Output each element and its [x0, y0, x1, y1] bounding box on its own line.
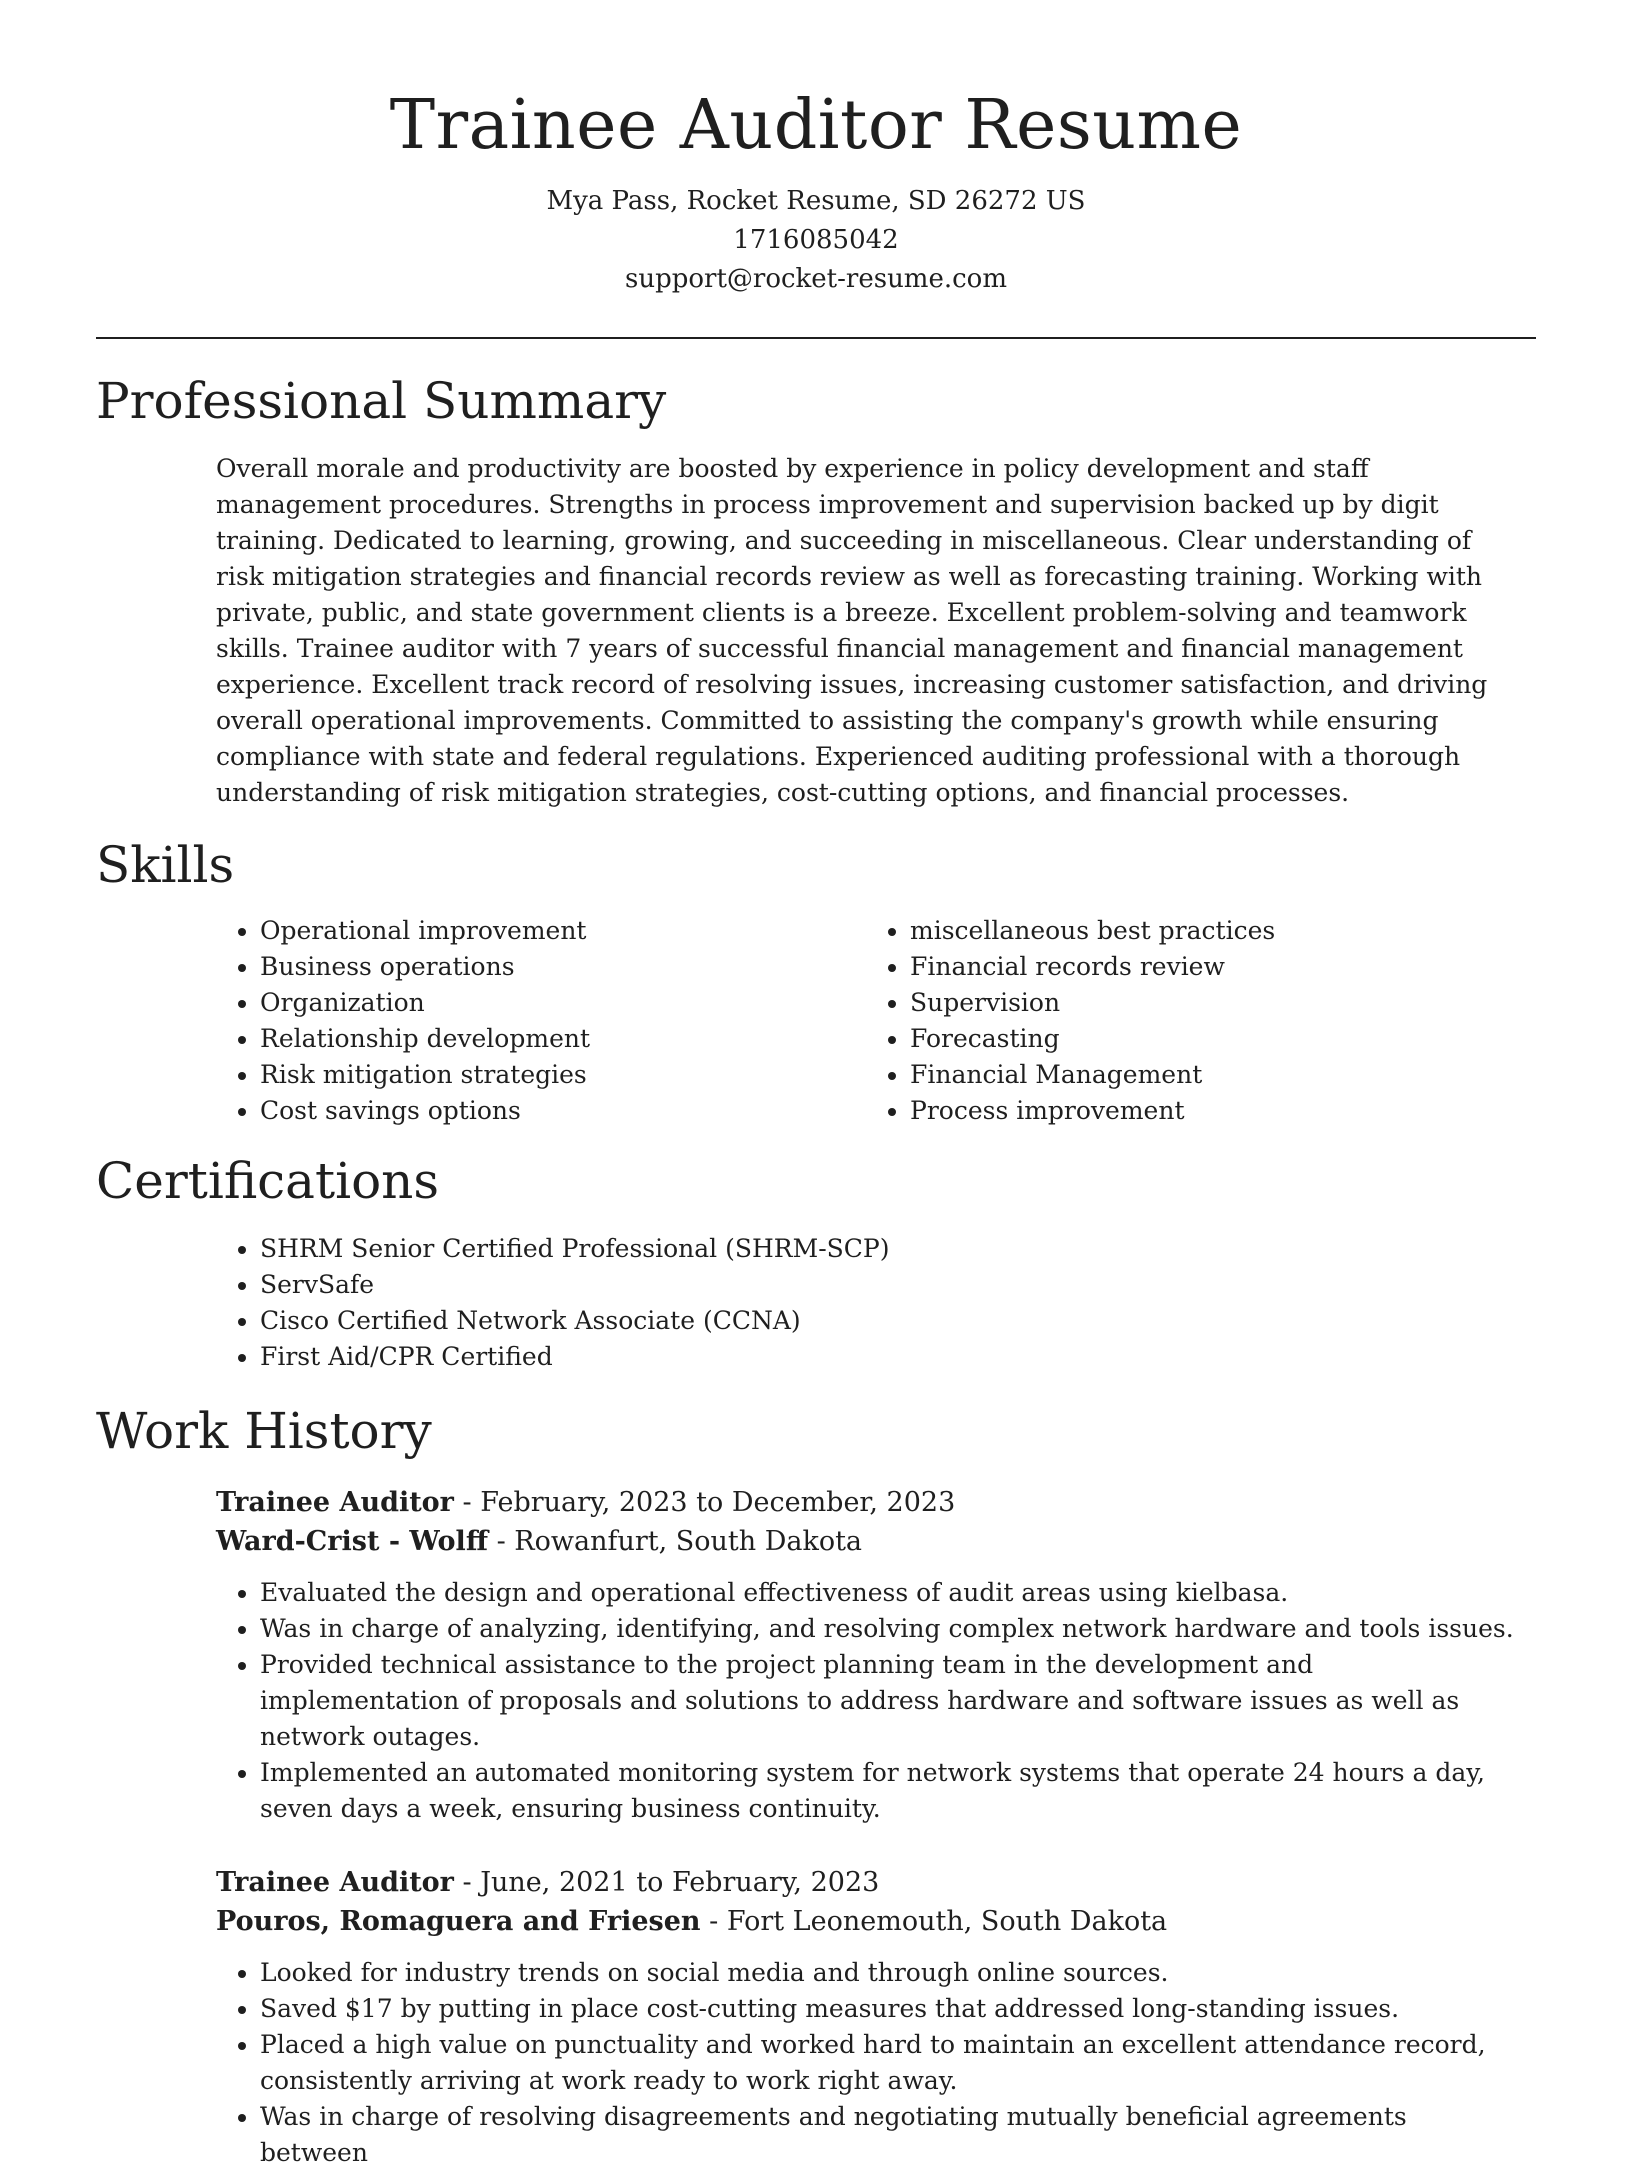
certification-item: • ServSafe: [260, 1267, 1516, 1303]
skill-item: • Forecasting: [910, 1021, 1516, 1057]
skill-item: • Risk mitigation strategies: [260, 1057, 866, 1093]
job-entry: [216, 1483, 1516, 1827]
job-company: Ward-Crist - Wolff: [216, 1526, 488, 1557]
skill-item: • Supervision: [910, 985, 1516, 1021]
job-bullet: • Evaluated the design and operational effectiveness of audit areas using kielbasa.: [260, 1575, 1516, 1611]
certification-item: • SHRM Senior Certified Professional (SHRM-SCP): [260, 1231, 1516, 1267]
contact-block: [96, 182, 1536, 299]
job-bullet: • Was in charge of resolving disagreements and negotiating mutually beneficial agreements between: [260, 2099, 1516, 2171]
resume-page: [96, 0, 1536, 2171]
job-entry: [216, 1863, 1516, 2171]
skill-item: • Organization: [260, 985, 866, 1021]
job-dates: - June, 2021 to February, 2023: [453, 1867, 880, 1898]
contact-address: Mya Pass, Rocket Resume, SD 26272 US: [546, 186, 1086, 216]
job-title-line: [216, 1483, 1516, 1522]
resume-header: [96, 0, 1536, 299]
job-title-line: [216, 1863, 1516, 1902]
job-bullet: • Saved $17 by putting in place cost-cutting measures that addressed long-standing issues.: [260, 1991, 1516, 2027]
skill-item: • Financial records review: [910, 949, 1516, 985]
job-bullets: [216, 1575, 1516, 1827]
job-location: - Rowanfurt, South Dakota: [487, 1526, 863, 1557]
job-company: Pouros, Romaguera and Friesen: [216, 1906, 701, 1937]
contact-email: support@rocket-resume.com: [624, 264, 1007, 294]
skills-column-right: [866, 913, 1516, 1129]
skills-list: [216, 913, 1516, 1129]
job-role: Trainee Auditor: [216, 1487, 454, 1518]
work-history-heading: Work History: [96, 1402, 432, 1460]
skills-heading: Skills: [96, 836, 235, 894]
certification-item: • Cisco Certified Network Associate (CCNA): [260, 1303, 1516, 1339]
job-bullet: • Implemented an automated monitoring system for network systems that operate 24 hours a day, seven days a week, ensuring business continuity.: [260, 1755, 1516, 1827]
skill-item: • Operational improvement: [260, 913, 866, 949]
job-bullet: • Was in charge of analyzing, identifying, and resolving complex network hardware and tools issues.: [260, 1611, 1516, 1647]
skill-item: • Business operations: [260, 949, 866, 985]
summary-text: Overall morale and productivity are boosted by experience in policy development and staff management procedures. Strengths in process improvement and supervision backed up by digit training. Dedicated to learning, growing, and succeeding in miscellaneous. Clear understanding of risk mitigation strategies and financial records review as well as forecasting training. Working with private, public, and state government clients is a breeze. Excellent problem-solving and teamwork skills. Trainee auditor with 7 years of successful financial management and financial management experience. Excellent track record of resolving issues, increasing customer satisfaction, and driving overall operational improvements. Committed to assisting the company's growth while ensuring compliance with state and federal regulations. Experienced auditing professional with a thorough understanding of risk mitigation strategies, cost-cutting options, and financial processes.: [216, 454, 1488, 807]
certifications-list: [216, 1231, 1516, 1375]
skill-item: • Process improvement: [910, 1093, 1516, 1129]
resume-title: Trainee Auditor Resume: [389, 86, 1243, 165]
skill-item: • Financial Management: [910, 1057, 1516, 1093]
summary-heading: Professional Summary: [96, 372, 667, 430]
job-bullet: • Provided technical assistance to the project planning team in the development and implementation of proposals and solutions to address hardware and software issues as well as network outages.: [260, 1647, 1516, 1755]
job-bullet: • Looked for industry trends on social media and through online sources.: [260, 1955, 1516, 1991]
skill-item: • miscellaneous best practices: [910, 913, 1516, 949]
skill-item: • Relationship development: [260, 1021, 866, 1057]
job-location: - Fort Leonemouth, South Dakota: [700, 1906, 1168, 1937]
job-role: Trainee Auditor: [216, 1867, 454, 1898]
job-bullets: [216, 1955, 1516, 2171]
job-company-line: [216, 1902, 1516, 1941]
job-bullet: • Placed a high value on punctuality and worked hard to maintain an excellent attendance record, consistently arriving at work ready to work right away.: [260, 2027, 1516, 2099]
header-divider: [96, 337, 1536, 339]
job-company-line: [216, 1522, 1516, 1561]
certification-item: • First Aid/CPR Certified: [260, 1339, 1516, 1375]
contact-phone: 1716085042: [733, 225, 899, 255]
certifications-bullets: [216, 1231, 1516, 1375]
job-dates: - February, 2023 to December, 2023: [453, 1487, 956, 1518]
certifications-heading: Certifications: [96, 1152, 440, 1210]
skill-item: • Cost savings options: [260, 1093, 866, 1129]
skills-column-left: [216, 913, 866, 1129]
